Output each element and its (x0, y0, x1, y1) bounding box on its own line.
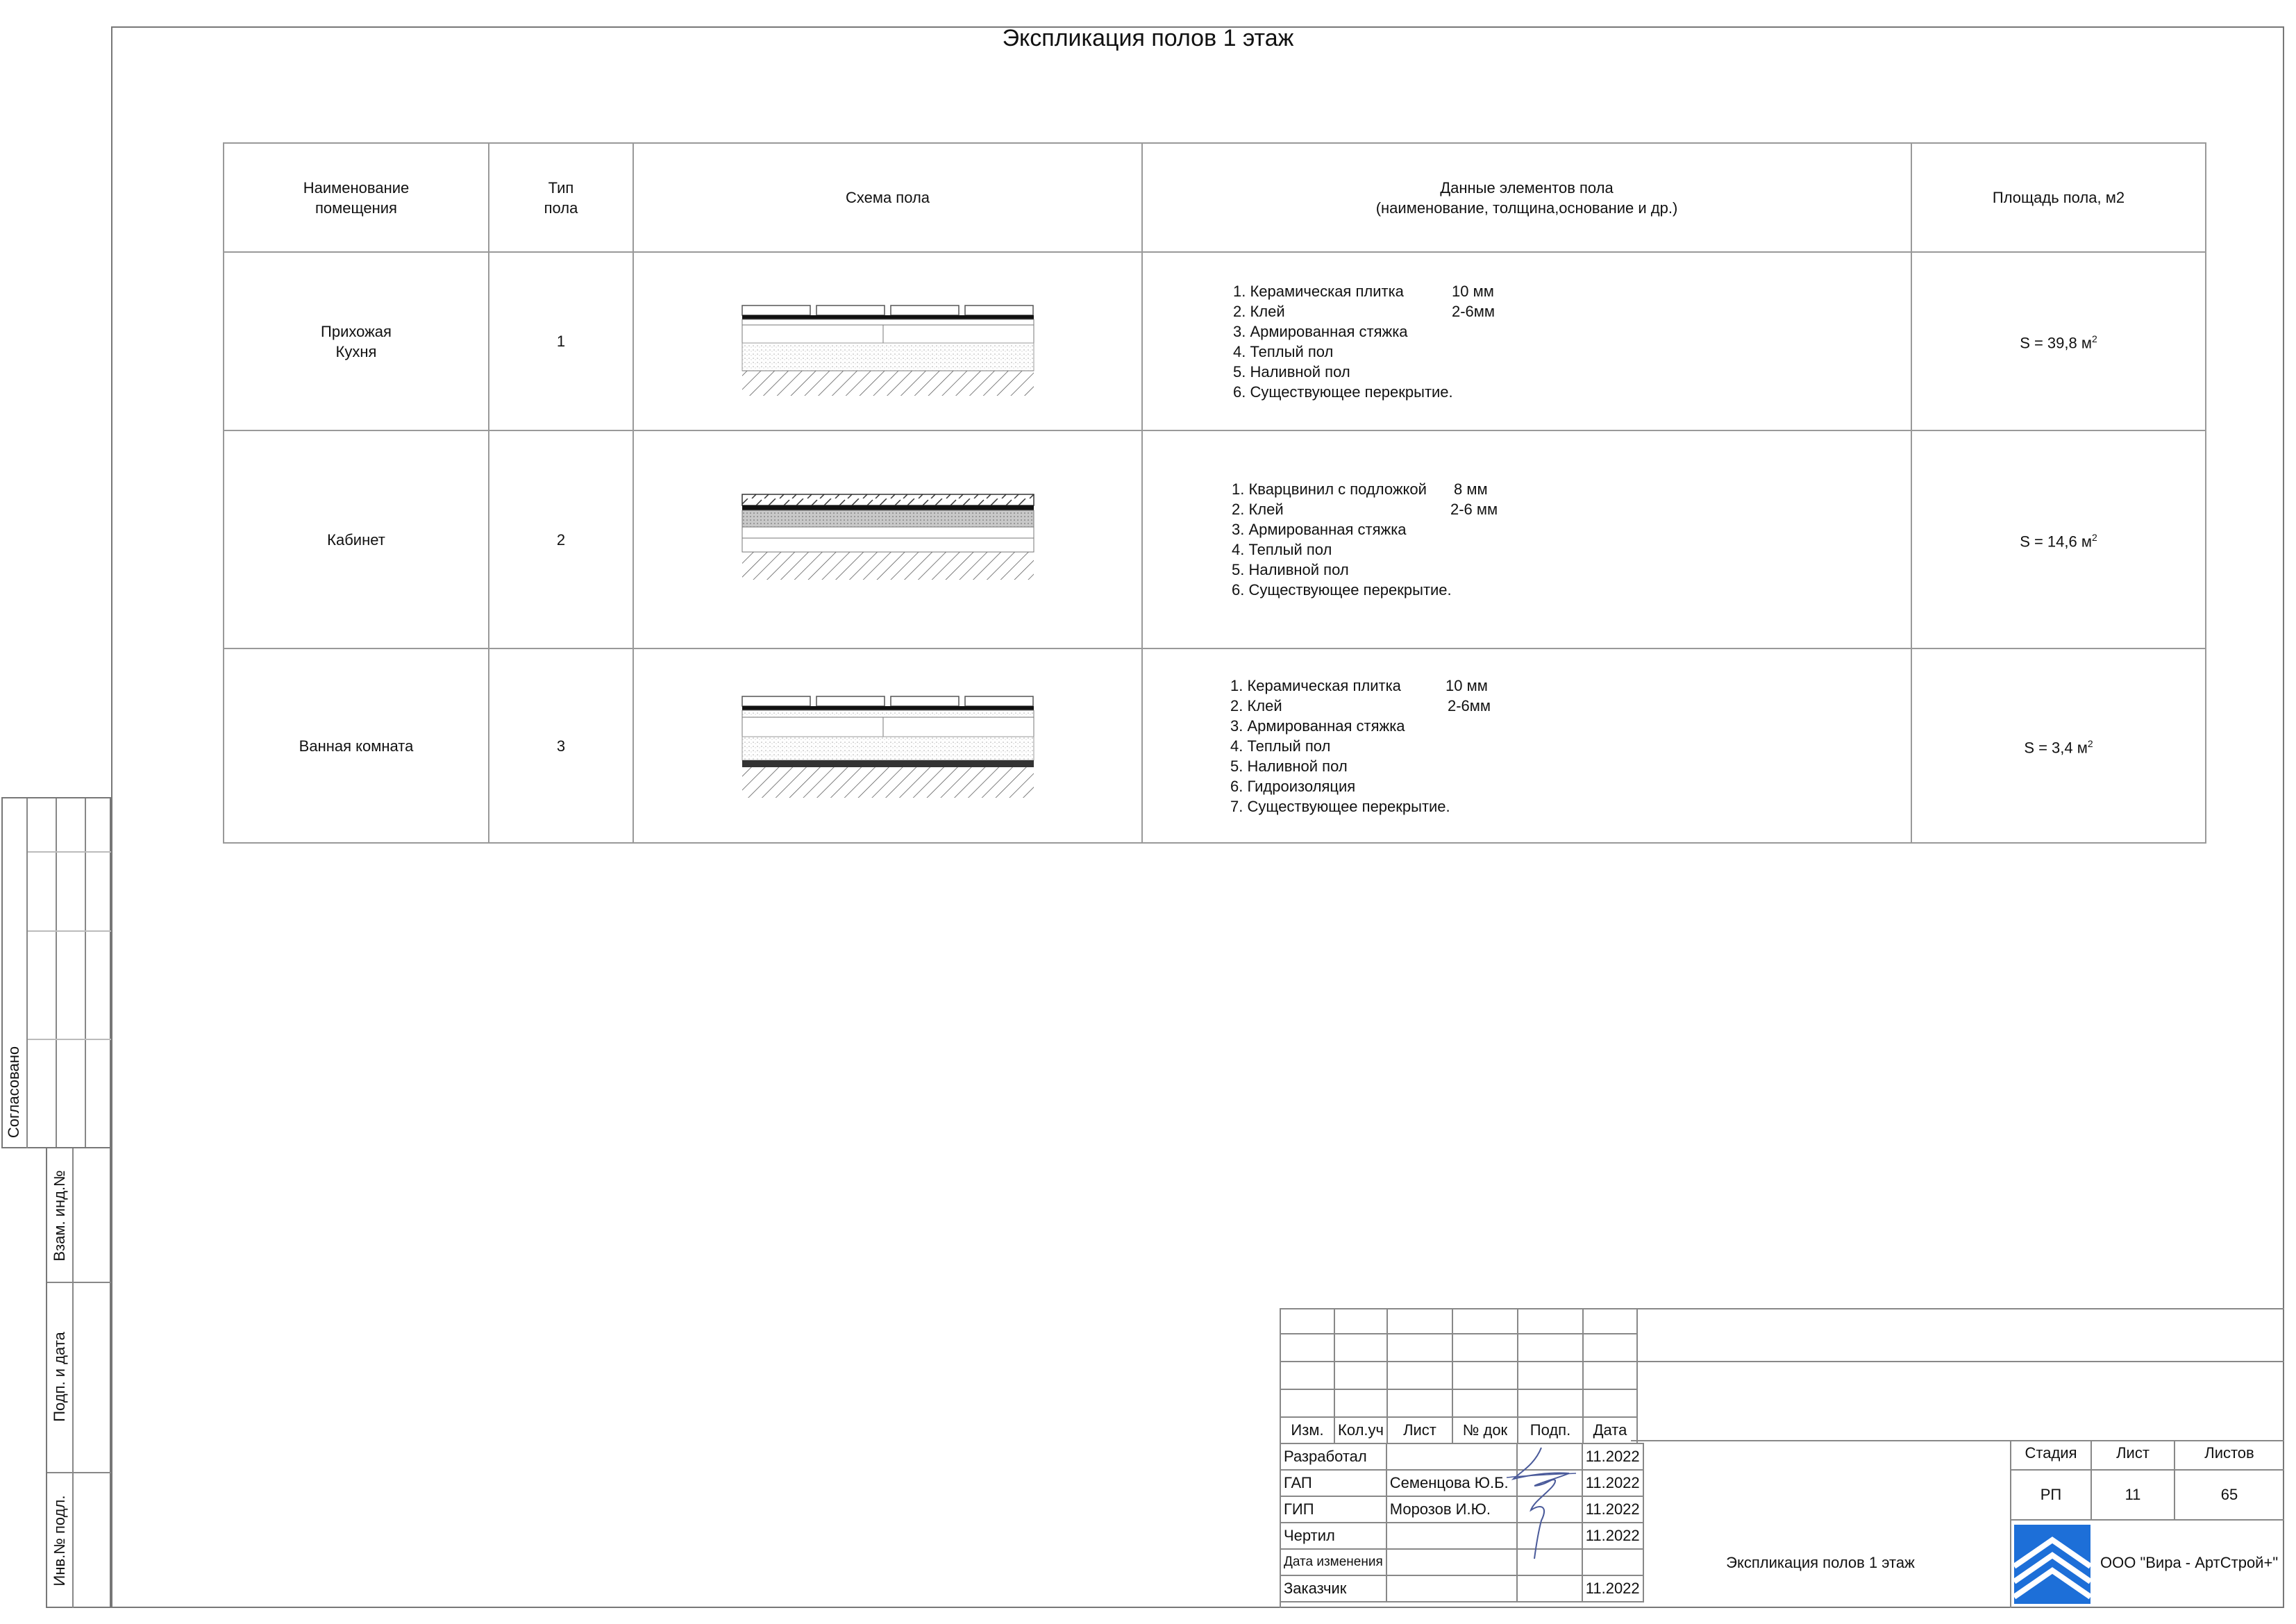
signature-row: ГИП Морозов И.Ю. 11.2022 (1280, 1496, 1643, 1523)
header-floor-type: Тип пола (489, 143, 633, 252)
list-item: 5. Наливной пол (1233, 362, 1350, 380)
list-item: 4. Теплый пол (1232, 541, 1332, 558)
slab-layer (742, 767, 1034, 798)
area-cell: S = 39,8 $м^2$ (1911, 252, 2206, 430)
title-block-right (1631, 1308, 2284, 1608)
list-item: 6. Гидроизоляция (1230, 777, 1356, 795)
tile-piece (965, 696, 1033, 706)
inv-no-label: Инв.№ подл. (51, 1495, 68, 1587)
sign-date-label: Подп. и дата (51, 1332, 68, 1422)
self-leveling-layer (742, 538, 1034, 552)
adhesive-layer (742, 505, 1034, 510)
floor-explication-table (223, 142, 2206, 844)
sheets-value: 65 (2220, 1486, 2238, 1503)
table-row (224, 430, 2206, 648)
screed-layer (742, 710, 1034, 717)
self-leveling-layer (742, 343, 1034, 371)
agreed-label: Согласовано (5, 1046, 22, 1139)
slab-layer (742, 552, 1034, 580)
approval-stamp (1, 797, 111, 1148)
heated-floor-layer (742, 527, 1034, 538)
table-header-row (224, 143, 2206, 252)
company-logo-icon (2014, 1525, 2090, 1604)
vinyl-layer (742, 494, 1034, 505)
list-item: 4. Теплый пол (1233, 342, 1334, 360)
header-room-name: Наименование помещения (224, 143, 489, 252)
list-item: 6. Существующее перекрытие. (1233, 383, 1453, 401)
floor-type-cell: 3 (489, 648, 633, 843)
tile-piece (816, 305, 885, 315)
table-row (224, 252, 2206, 430)
elements-list (1232, 479, 1648, 600)
list-item: 4. Теплый пол (1230, 737, 1331, 755)
replacement-inv-label: Взам. инд.№ (51, 1170, 68, 1262)
header-area: Площадь пола, м2 (1911, 143, 2206, 252)
list-item: 7. Существующее перекрытие. (1230, 797, 1450, 815)
floor-type-cell: 2 (489, 430, 633, 648)
floor-scheme-cell (633, 648, 1142, 843)
list-item: 3. Армированная стяжка (1230, 717, 1405, 735)
list-item: 5. Наливной пол (1230, 757, 1348, 775)
list-item: 1. Кварцвинил с подложкой 8 мм (1232, 480, 1488, 498)
stage-label: Стадия (2025, 1444, 2077, 1462)
floor-scheme-3-drawing (735, 687, 1041, 805)
company-name: ООО "Вира - АртСтрой+" (2100, 1554, 2279, 1571)
revision-grid (1280, 1308, 1638, 1444)
signature-row: Дата изменения (1280, 1549, 1643, 1575)
tile-piece (891, 305, 959, 315)
tile-piece (965, 305, 1033, 315)
self-leveling-layer (742, 737, 1034, 760)
list-item: 1. Керамическая плитка 10 мм (1233, 282, 1494, 300)
floor-scheme-cell (633, 430, 1142, 648)
list-item: 2. Клей 2-6мм (1233, 302, 1495, 320)
stage-value: РП (2040, 1486, 2062, 1503)
adhesive-layer (742, 315, 1034, 319)
floor-type-cell: 1 (489, 252, 633, 430)
drawing-title: Экспликация полов 1 этаж (1726, 1554, 1915, 1571)
signature-row: Чертил 11.2022 (1280, 1523, 1643, 1549)
area-cell: S = 14,6 $м^2$ (1911, 430, 2206, 648)
screed-layer (742, 319, 1034, 325)
sheet-label: Лист (2116, 1444, 2150, 1462)
signature-row: Заказчик 11.2022 (1280, 1575, 1643, 1602)
list-item: 3. Армированная стяжка (1233, 322, 1408, 340)
tile-piece (891, 696, 959, 706)
sheet-value: 11 (2125, 1486, 2141, 1503)
sheets-label: Листов (2204, 1444, 2254, 1462)
heated-floor-layer (742, 717, 1034, 737)
room-name-cell: Ванная комната (224, 648, 489, 843)
room-name-cell: Кабинет (224, 430, 489, 648)
tile-piece (742, 696, 810, 706)
slab-layer (742, 371, 1034, 396)
list-item: 6. Существующее перекрытие. (1232, 581, 1452, 598)
tile-piece (816, 696, 885, 706)
tile-piece (742, 305, 810, 315)
waterproofing-layer (742, 760, 1034, 767)
page-title: Экспликация полов 1 этаж (1002, 25, 1294, 51)
list-item: 2. Клей 2-6 мм (1232, 501, 1498, 518)
elements-list (1233, 281, 1650, 402)
list-item: 5. Наливной пол (1232, 561, 1349, 578)
floor-elements-cell (1142, 648, 1911, 843)
floor-scheme-1-drawing (735, 286, 1041, 397)
room-name-cell: Прихожая Кухня (224, 252, 489, 430)
list-item: 2. Клей 2-6мм (1230, 696, 1491, 714)
inventory-stamp (46, 1147, 111, 1608)
floor-scheme-2-drawing (735, 487, 1041, 592)
handwritten-signature (1493, 1444, 1590, 1562)
floor-elements-cell (1142, 252, 1911, 430)
revision-header-row: Изм. Кол.уч Лист № док Подп. Дата (1280, 1417, 1637, 1443)
table-row (224, 648, 2206, 843)
floor-scheme-cell (633, 252, 1142, 430)
header-elements: Данные элементов пола (наименование, толщина,основание и др.) (1142, 143, 1911, 252)
list-item: 1. Керамическая плитка 10 мм (1230, 676, 1488, 694)
signature-row: Разработал 11.2022 (1280, 1443, 1643, 1470)
signature-row: ГАП Семенцова Ю.Б. 11.2022 (1280, 1470, 1643, 1496)
floor-elements-cell (1142, 430, 1911, 648)
adhesive-layer (742, 706, 1034, 710)
area-cell: S = 3,4 $м^2$ (1911, 648, 2206, 843)
heated-floor-layer (742, 325, 1034, 343)
list-item: 3. Армированная стяжка (1232, 521, 1407, 538)
elements-list (1230, 676, 1647, 817)
screed-layer (742, 510, 1034, 527)
header-scheme: Схема пола (633, 143, 1142, 252)
